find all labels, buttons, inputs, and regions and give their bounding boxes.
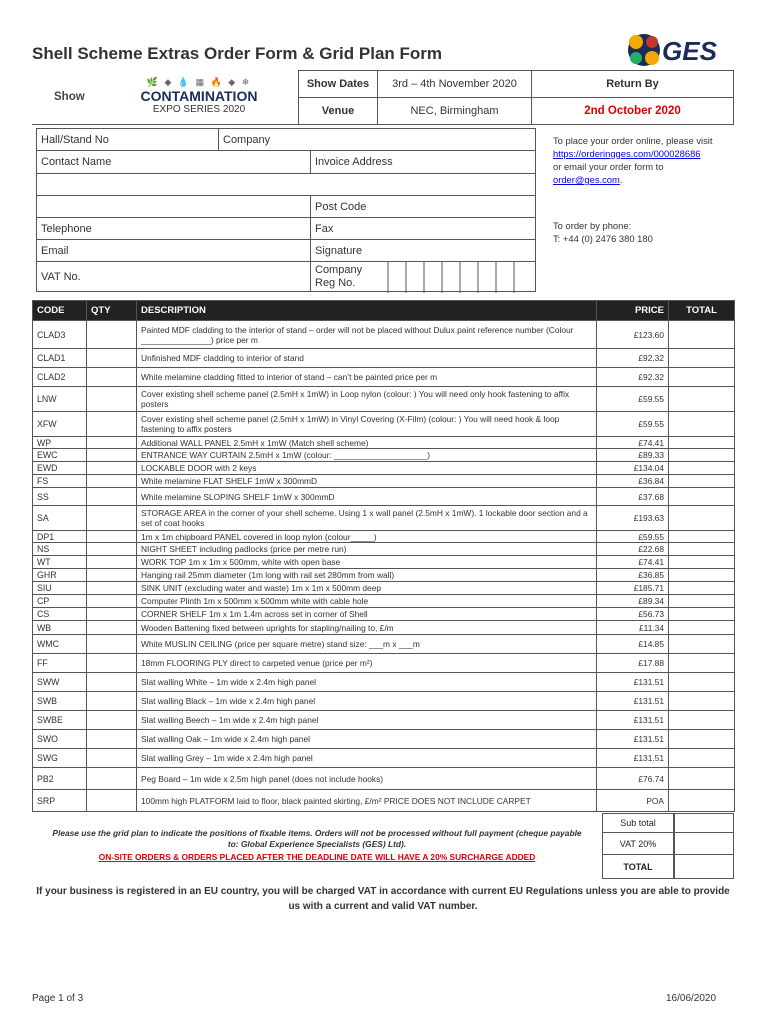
item-qty-input[interactable]: [87, 531, 137, 543]
item-price: £17.88: [597, 654, 669, 673]
item-code: SWB: [33, 692, 87, 711]
item-price: £134.04: [597, 462, 669, 475]
show-label: Show: [54, 90, 85, 103]
table-row: [33, 321, 735, 349]
table-row: [33, 531, 735, 543]
table-row: [33, 749, 735, 768]
item-description: WORK TOP 1m x 1m x 500mm, white with open base: [137, 556, 597, 569]
show-sub: EXPO SERIES 2020: [152, 103, 246, 115]
item-price: £76.74: [597, 768, 669, 790]
item-total-input[interactable]: [669, 582, 735, 595]
vat-value[interactable]: [675, 833, 734, 855]
item-qty-input[interactable]: [87, 711, 137, 730]
item-code: DP1: [33, 531, 87, 543]
item-total-input[interactable]: [669, 790, 735, 812]
item-qty-input[interactable]: [87, 595, 137, 608]
item-price: £131.51: [597, 730, 669, 749]
item-description: Cover existing shell scheme panel (2.5mH x 1mW) in Loop nylon (colour: ) You will need only hook fastening to affix posters: [137, 387, 597, 412]
total-label: TOTAL: [603, 855, 674, 879]
item-code: EWC: [33, 449, 87, 462]
item-total-input[interactable]: [669, 768, 735, 790]
item-price: £131.51: [597, 711, 669, 730]
item-price: £89.33: [597, 449, 669, 462]
item-qty-input[interactable]: [87, 730, 137, 749]
item-qty-input[interactable]: [87, 449, 137, 462]
venue-value: NEC, Birmingham: [378, 98, 532, 125]
item-qty-input[interactable]: [87, 654, 137, 673]
item-code: CLAD1: [33, 349, 87, 368]
show-name: CONTAMINATION: [140, 87, 258, 104]
item-code: SWG: [33, 749, 87, 768]
item-code: GHR: [33, 569, 87, 582]
item-price: £131.51: [597, 692, 669, 711]
total-value[interactable]: [675, 855, 734, 879]
company-field[interactable]: Company: [219, 129, 536, 151]
table-row: [33, 768, 735, 790]
show-logo-icons: 🌿 ◆ 💧 ▦ 🔥 ◆ ❄: [146, 76, 252, 87]
item-price: £37.68: [597, 488, 669, 506]
item-total-input[interactable]: [669, 437, 735, 449]
item-code: WT: [33, 556, 87, 569]
item-description: Slat walling Black – 1m wide x 2.4m high panel: [137, 692, 597, 711]
table-row: [33, 556, 735, 569]
table-row: [33, 412, 735, 437]
hall-stand-field[interactable]: Hall/Stand No: [37, 129, 219, 151]
item-code: CLAD2: [33, 368, 87, 387]
form-title: Shell Scheme Extras Order Form & Grid Plan Form: [32, 44, 443, 63]
item-qty-input[interactable]: [87, 608, 137, 621]
show-header-table: [32, 70, 734, 125]
items-body: [33, 321, 735, 812]
fax-field[interactable]: Fax: [311, 218, 536, 240]
price-header: PRICE: [597, 301, 669, 321]
notice-box: [32, 820, 602, 876]
table-row: [33, 673, 735, 692]
item-total-input[interactable]: [669, 673, 735, 692]
item-total-input[interactable]: [669, 475, 735, 488]
item-total-input[interactable]: [669, 531, 735, 543]
item-price: POA: [597, 790, 669, 812]
item-total-input[interactable]: [669, 349, 735, 368]
footer-date: 16/06/2020: [666, 993, 717, 1004]
item-price: £22.68: [597, 543, 669, 556]
item-price: £59.55: [597, 412, 669, 437]
item-qty-input[interactable]: [87, 387, 137, 412]
table-row: [33, 368, 735, 387]
item-qty-input[interactable]: [87, 437, 137, 449]
item-code: SIU: [33, 582, 87, 595]
item-description: Cover existing shell scheme panel (2.5mH x 1mW) in Vinyl Covering (X-Film) (colour: ) You will need hook & loop fastening to affix posters: [137, 412, 597, 437]
phone-intro: To order by phone:: [553, 220, 632, 231]
signature-field[interactable]: Signature: [311, 240, 536, 262]
ges-logo-text: GES: [662, 36, 717, 66]
item-code: WMC: [33, 635, 87, 654]
item-description: Peg Board – 1m wide x 2.5m high panel (does not include hooks): [137, 768, 597, 790]
online-intro: To place your order online, please visit: [553, 135, 713, 146]
item-description: White melamine FLAT SHELF 1mW x 300mmD: [137, 475, 597, 488]
show-dates-label: Show Dates: [299, 71, 378, 98]
item-code: SWBE: [33, 711, 87, 730]
item-qty-input[interactable]: [87, 412, 137, 437]
item-total-input[interactable]: [669, 749, 735, 768]
table-row: [33, 595, 735, 608]
item-description: Unfinished MDF cladding to interior of stand: [137, 349, 597, 368]
totals-table: [602, 813, 674, 879]
table-row: [33, 569, 735, 582]
table-row: [33, 654, 735, 673]
table-row: [33, 621, 735, 635]
phone-number: T: +44 (0) 2476 380 180: [553, 233, 653, 244]
item-description: Wooden Battening fixed between uprights for stapling/nailing to, £/m: [137, 621, 597, 635]
item-code: SWW: [33, 673, 87, 692]
item-total-input[interactable]: [669, 711, 735, 730]
table-row: [33, 790, 735, 812]
table-row: [33, 488, 735, 506]
item-description: Computer Plinth 1m x 500mm x 500mm white with cable hole: [137, 595, 597, 608]
email-suffix: .: [619, 174, 623, 185]
table-row: [33, 582, 735, 595]
item-description: Slat walling Grey – 1m wide x 2.4m high panel: [137, 749, 597, 768]
item-total-input[interactable]: [669, 569, 735, 582]
item-price: £74.41: [597, 556, 669, 569]
online-or-email: or email your order form to: [553, 161, 664, 172]
vat-label: VAT 20%: [603, 833, 674, 855]
item-qty-input[interactable]: [87, 673, 137, 692]
item-description: SINK UNIT (excluding water and waste) 1m x 1m x 500mm deep: [137, 582, 597, 595]
item-description: Slat walling Beech – 1m wide x 2.4m high panel: [137, 711, 597, 730]
code-header: CODE: [33, 301, 87, 321]
item-description: Painted MDF cladding to the interior of stand – order will not be placed without Dulux paint reference number (Colour _______________) price per m: [137, 321, 597, 349]
telephone-field[interactable]: Telephone: [37, 218, 311, 240]
table-row: [33, 730, 735, 749]
company-reg-label: Company Reg No.: [315, 263, 363, 289]
item-qty-input[interactable]: [87, 543, 137, 556]
item-qty-input[interactable]: [87, 749, 137, 768]
item-code: LNW: [33, 387, 87, 412]
item-price: £14.85: [597, 635, 669, 654]
online-order-link[interactable]: https://orderingges.com/000028686: [553, 148, 701, 159]
item-code: EWD: [33, 462, 87, 475]
show-cell: [32, 71, 299, 125]
table-row: [33, 692, 735, 711]
item-total-input[interactable]: [669, 506, 735, 531]
item-description: Additional WALL PANEL 2.5mH x 1mW (Match shell scheme): [137, 437, 597, 449]
item-price: £36.85: [597, 569, 669, 582]
online-order-info: [553, 134, 733, 186]
item-total-input[interactable]: [669, 387, 735, 412]
item-qty-input[interactable]: [87, 368, 137, 387]
item-description: Slat walling Oak – 1m wide x 2.4m high panel: [137, 730, 597, 749]
table-header-row: [33, 301, 735, 321]
table-row: [33, 387, 735, 412]
item-total-input[interactable]: [669, 556, 735, 569]
item-price: £185.71: [597, 582, 669, 595]
item-total-input[interactable]: [669, 654, 735, 673]
description-header: DESCRIPTION: [137, 301, 597, 321]
sub-total-label: Sub total: [603, 814, 674, 833]
item-code: CP: [33, 595, 87, 608]
item-code: NS: [33, 543, 87, 556]
invoice-address-label: Invoice Address: [311, 151, 536, 174]
eu-vat-note: If your business is registered in an EU country, you will be charged VAT in accordance with current EU Regulations unless you are able to provide us with a current and valid VAT number.: [36, 886, 730, 912]
item-description: 18mm FLOORING PLY direct to carpeted venue (price per m²): [137, 654, 597, 673]
item-code: WB: [33, 621, 87, 635]
table-row: [33, 437, 735, 449]
item-description: ENTRANCE WAY CURTAIN 2.5mH x 1mW (colour: ____________________): [137, 449, 597, 462]
item-total-input[interactable]: [669, 692, 735, 711]
item-qty-input[interactable]: [87, 462, 137, 475]
item-code: CLAD3: [33, 321, 87, 349]
item-code: XFW: [33, 412, 87, 437]
item-total-input[interactable]: [669, 635, 735, 654]
show-logo: [134, 77, 264, 115]
item-code: SS: [33, 488, 87, 506]
item-description: LOCKABLE DOOR with 2 keys: [137, 462, 597, 475]
item-qty-input[interactable]: [87, 556, 137, 569]
totals-values-table: [674, 813, 734, 879]
venue-label: Venue: [299, 98, 378, 125]
item-qty-input[interactable]: [87, 321, 137, 349]
table-row: [33, 475, 735, 488]
item-price: £11.34: [597, 621, 669, 635]
total-header: TOTAL: [669, 301, 735, 321]
item-price: £59.55: [597, 387, 669, 412]
table-row: [33, 506, 735, 531]
item-total-input[interactable]: [669, 462, 735, 475]
order-email-link[interactable]: order@ges.com: [553, 174, 620, 185]
show-dates-value: 3rd – 4th November 2020: [378, 71, 532, 98]
page-number: Page 1 of 3: [32, 993, 84, 1004]
item-code: CS: [33, 608, 87, 621]
surcharge-notice: ON-SITE ORDERS & ORDERS PLACED AFTER THE DEADLINE DATE WILL HAVE A 20% SURCHARGE ADDED: [98, 852, 536, 862]
vat-no-field[interactable]: VAT No.: [37, 262, 311, 292]
item-price: £59.55: [597, 531, 669, 543]
item-description: Hanging rail 25mm diameter (1m long with rail set 280mm from wall): [137, 569, 597, 582]
item-price: £36.84: [597, 475, 669, 488]
item-qty-input[interactable]: [87, 569, 137, 582]
item-price: £92.32: [597, 368, 669, 387]
qty-header: QTY: [87, 301, 137, 321]
item-description: STORAGE AREA in the corner of your shell scheme. Using 1 x wall panel (2.5mH x 1mW). 1 lockable door section and a set of coat hooks: [137, 506, 597, 531]
item-code: WP: [33, 437, 87, 449]
item-qty-input[interactable]: [87, 768, 137, 790]
item-qty-input[interactable]: [87, 621, 137, 635]
item-total-input[interactable]: [669, 488, 735, 506]
item-total-input[interactable]: [669, 621, 735, 635]
item-description: White MUSLIN CEILING (price per square metre) stand size: ___m x ___m: [137, 635, 597, 654]
item-price: £123.60: [597, 321, 669, 349]
item-code: FS: [33, 475, 87, 488]
item-price: £131.51: [597, 673, 669, 692]
item-qty-input[interactable]: [87, 506, 137, 531]
table-row: [33, 462, 735, 475]
item-price: £56.73: [597, 608, 669, 621]
item-price: £89.34: [597, 595, 669, 608]
item-total-input[interactable]: [669, 449, 735, 462]
company-reg-boxes[interactable]: [370, 262, 536, 293]
return-by-label: Return By: [532, 71, 734, 98]
post-code-field[interactable]: Post Code: [311, 196, 536, 218]
sub-total-value[interactable]: [675, 814, 734, 833]
item-qty-input[interactable]: [87, 635, 137, 654]
item-total-input[interactable]: [669, 321, 735, 349]
item-price: £74.41: [597, 437, 669, 449]
table-row: [33, 608, 735, 621]
table-row: [33, 635, 735, 654]
table-row: [33, 449, 735, 462]
item-qty-input[interactable]: [87, 488, 137, 506]
item-code: PB2: [33, 768, 87, 790]
item-code: SRP: [33, 790, 87, 812]
item-total-input[interactable]: [669, 608, 735, 621]
item-price: £92.32: [597, 349, 669, 368]
item-code: FF: [33, 654, 87, 673]
ges-logo: [624, 30, 734, 70]
item-description: 100mm high PLATFORM laid to floor, black painted skirting, £/m² PRICE DOES NOT INCLUDE CARPET: [137, 790, 597, 812]
contact-name-field[interactable]: Contact Name: [37, 151, 311, 174]
item-description: CORNER SHELF 1m x 1m 1.4m across set in corner of Shell: [137, 608, 597, 621]
item-total-input[interactable]: [669, 368, 735, 387]
item-description: Slat walling White – 1m wide x 2.4m high panel: [137, 673, 597, 692]
item-total-input[interactable]: [669, 543, 735, 556]
address-line-field-2[interactable]: [37, 196, 311, 218]
return-by-value: 2nd October 2020: [532, 98, 734, 125]
table-row: [33, 349, 735, 368]
company-reg-grid: [370, 262, 536, 293]
item-total-input[interactable]: [669, 595, 735, 608]
table-row: [33, 711, 735, 730]
table-row: [33, 543, 735, 556]
email-field[interactable]: Email: [37, 240, 311, 262]
item-description: NIGHT SHEET including padlocks (price per metre run): [137, 543, 597, 556]
ges-logo-icon: [624, 30, 664, 70]
notice-text: Please use the grid plan to indicate the positions of fixable items. Orders will not be processed without full payment (cheque payable to: Global Experience Specialists (GES) Ltd).: [52, 828, 582, 849]
item-price: £193.63: [597, 506, 669, 531]
item-description: White melamine SLOPING SHELF 1mW x 300mmD: [137, 488, 597, 506]
item-qty-input[interactable]: [87, 475, 137, 488]
item-code: SA: [33, 506, 87, 531]
item-description: 1m x 1m chipboard PANEL covered in loop nylon (colour_____): [137, 531, 597, 543]
item-total-input[interactable]: [669, 730, 735, 749]
address-line-field[interactable]: [37, 174, 536, 196]
item-price: £131.51: [597, 749, 669, 768]
item-qty-input[interactable]: [87, 790, 137, 812]
phone-order-info: [553, 219, 733, 245]
item-description: White melamine cladding fitted to interior of stand – can’t be painted price per m: [137, 368, 597, 387]
item-total-input[interactable]: [669, 412, 735, 437]
item-code: SWO: [33, 730, 87, 749]
item-qty-input[interactable]: [87, 692, 137, 711]
item-qty-input[interactable]: [87, 582, 137, 595]
extras-order-table: [32, 300, 735, 812]
item-qty-input[interactable]: [87, 349, 137, 368]
